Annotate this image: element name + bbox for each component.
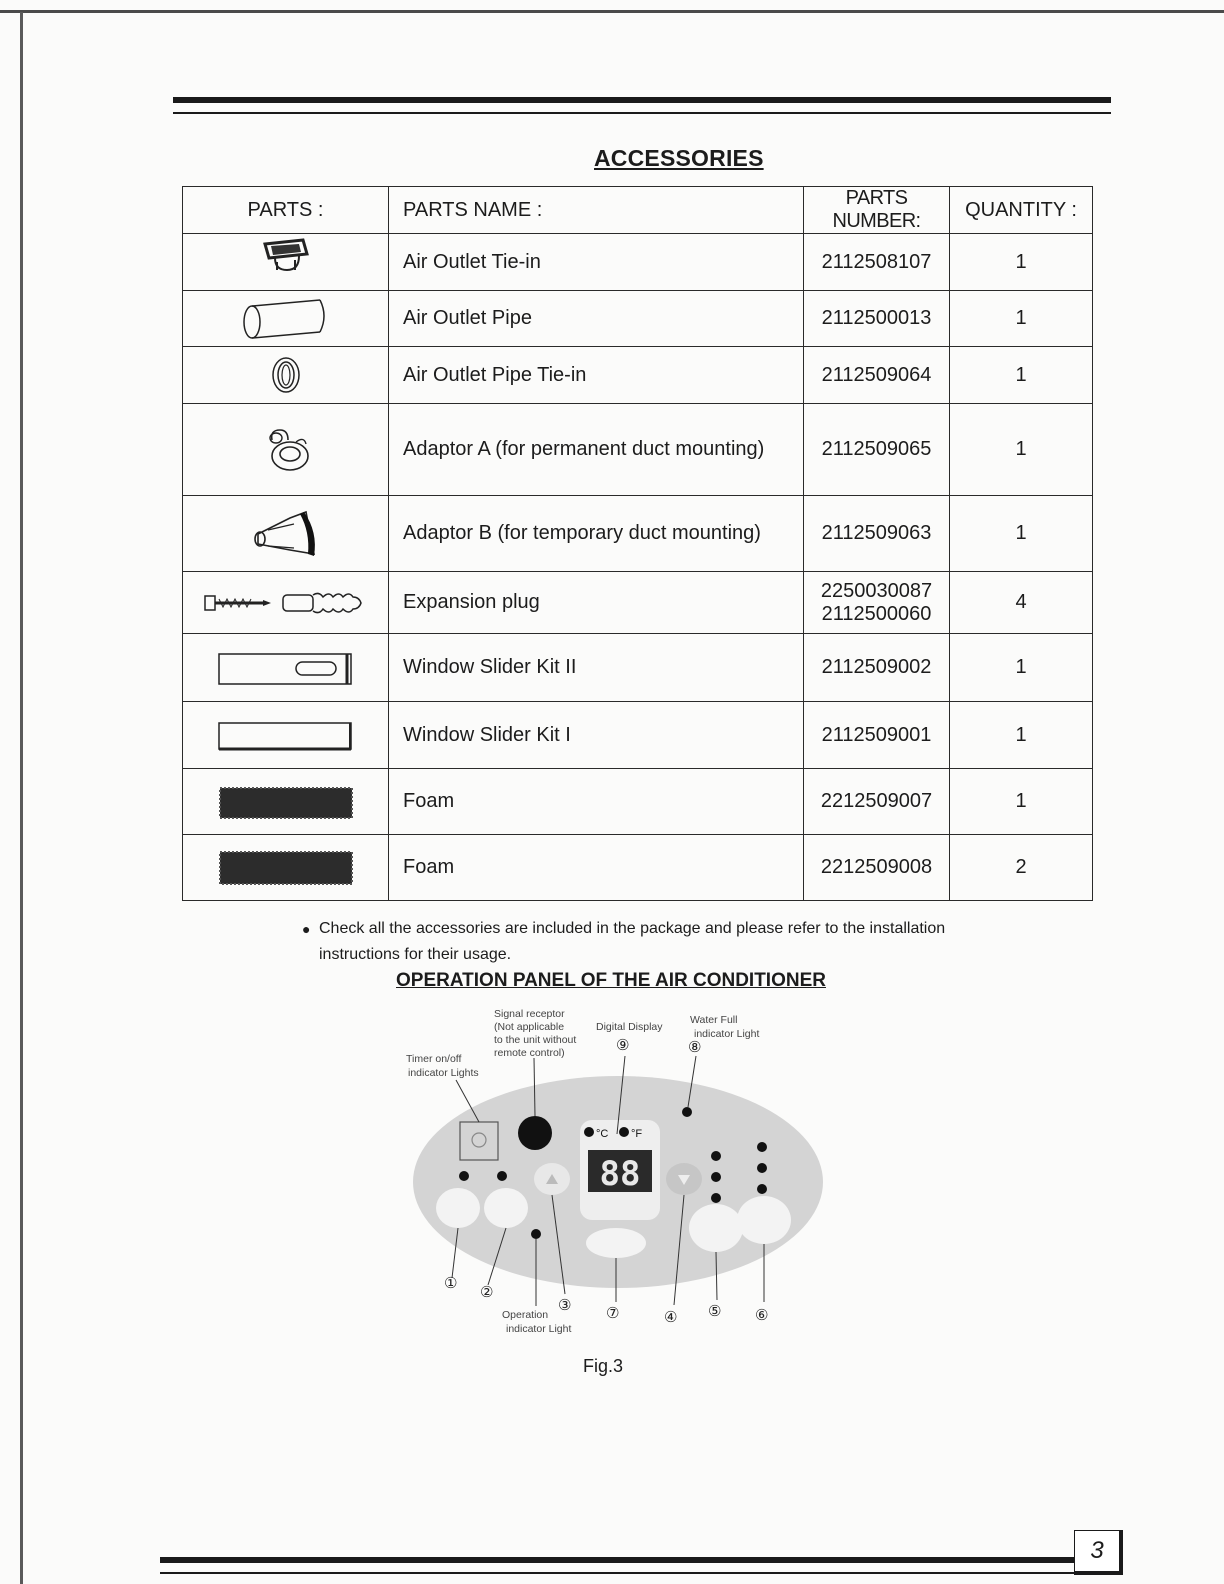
part-quantity: 1 — [950, 769, 1093, 835]
foam-icon — [216, 782, 356, 822]
part-number: 2112509064 — [804, 347, 950, 404]
part-number: 2112509001 — [804, 702, 950, 769]
part-image-cell — [183, 572, 389, 634]
part-quantity: 1 — [950, 291, 1093, 347]
air-outlet-pipe-icon — [236, 294, 336, 344]
operation-panel-title: OPERATION PANEL OF THE AIR CONDITIONER — [396, 970, 826, 991]
part-name: Air Outlet Pipe Tie-in — [389, 347, 804, 404]
part-image-cell — [183, 769, 389, 835]
part-name: Window Slider Kit I — [389, 702, 804, 769]
celsius-light — [584, 1127, 594, 1137]
part-image-cell — [183, 404, 389, 496]
part-name: Expansion plug — [389, 572, 804, 634]
page-title: ACCESSORIES — [594, 145, 764, 171]
part-image-cell — [183, 702, 389, 769]
scan-edge-top — [0, 10, 1224, 13]
air-outlet-tie-in-icon — [251, 236, 321, 288]
callout-9: ⑨ — [616, 1036, 630, 1054]
part-name: Window Slider Kit II — [389, 634, 804, 702]
part-number: 2112500013 — [804, 291, 950, 347]
pipe-tie-in-ring-icon — [266, 353, 306, 397]
table-row — [183, 347, 1093, 404]
timer-lights-label-1: Timer on/off — [406, 1053, 462, 1065]
footer-rule — [160, 1557, 1075, 1574]
part-number-secondary: 2112500060 — [821, 602, 932, 625]
signal-receptor-label-4: remote control) — [494, 1047, 565, 1059]
header-quantity: QUANTITY : — [950, 187, 1093, 234]
signal-receptor-label-1: Signal receptor — [494, 1008, 565, 1020]
signal-receptor-label-2: (Not applicable — [494, 1021, 565, 1033]
adaptor-a-icon — [256, 420, 316, 480]
accessories-note — [302, 916, 1002, 968]
signal-receptor — [518, 1116, 552, 1150]
part-number: 2112509002 — [804, 634, 950, 702]
screw-and-plug-icon — [201, 588, 371, 618]
header-parts: PARTS : — [183, 187, 389, 234]
note-text: Check all the accessories are included in the package and please refer to the installation instructions for their usage. — [319, 920, 946, 963]
fan-light-med — [757, 1163, 767, 1173]
water-full-light — [682, 1107, 692, 1117]
part-quantity: 1 — [950, 404, 1093, 496]
part-quantity: 2 — [950, 835, 1093, 901]
bullet-icon: ● — [302, 921, 311, 937]
water-full-label-1: Water Full — [690, 1014, 738, 1026]
part-number: 2212509008 — [804, 835, 950, 901]
header-parts-name: PARTS NAME : — [389, 187, 804, 234]
part-name: Adaptor B (for temporary duct mounting) — [389, 496, 804, 572]
scan-edge-left — [20, 12, 23, 1584]
part-name: Foam — [389, 769, 804, 835]
part-number: 2112509063 — [804, 496, 950, 572]
timer-on-button[interactable] — [436, 1188, 480, 1228]
water-full-label-2: indicator Light — [694, 1028, 760, 1040]
part-image-cell — [183, 835, 389, 901]
part-quantity: 1 — [950, 634, 1093, 702]
page-number: 3 — [1074, 1530, 1123, 1575]
table-header-row — [183, 187, 1093, 234]
table-row — [183, 702, 1093, 769]
callout-6: ⑥ — [755, 1306, 769, 1324]
timer-off-light — [497, 1171, 507, 1181]
callout-3: ③ — [558, 1296, 572, 1314]
part-number-cell — [804, 572, 950, 634]
part-name: Foam — [389, 835, 804, 901]
display-digits: 88 — [599, 1154, 641, 1194]
mode-light-fan — [711, 1193, 721, 1203]
table-row — [183, 634, 1093, 702]
table-row — [183, 496, 1093, 572]
mode-light-dry — [711, 1172, 721, 1182]
callout-2: ② — [480, 1283, 494, 1301]
celsius-label: °C — [596, 1128, 609, 1140]
window-slider-kit-2-icon — [216, 648, 356, 688]
part-number: 2212509007 — [804, 769, 950, 835]
mode-light-cool — [711, 1151, 721, 1161]
adaptor-b-icon — [248, 504, 324, 564]
part-number: 2112508107 — [804, 234, 950, 291]
timer-off-button[interactable] — [484, 1188, 528, 1228]
operation-indicator-light — [531, 1229, 541, 1239]
part-image-cell — [183, 496, 389, 572]
part-image-cell — [183, 634, 389, 702]
part-image-cell — [183, 347, 389, 404]
table-row — [183, 835, 1093, 901]
part-quantity: 1 — [950, 702, 1093, 769]
foam-icon — [216, 846, 356, 890]
part-name: Air Outlet Pipe — [389, 291, 804, 347]
part-image-cell — [183, 291, 389, 347]
part-name: Air Outlet Tie-in — [389, 234, 804, 291]
timer-lights-label-2: indicator Lights — [408, 1067, 479, 1079]
table-row — [183, 572, 1093, 634]
part-number: 2250030087 — [820, 579, 933, 602]
part-quantity: 1 — [950, 234, 1093, 291]
callout-7: ⑦ — [606, 1304, 620, 1322]
table-row — [183, 234, 1093, 291]
part-quantity: 1 — [950, 496, 1093, 572]
part-quantity: 4 — [950, 572, 1093, 634]
part-image-cell — [183, 234, 389, 291]
fan-light-high — [757, 1142, 767, 1152]
power-button[interactable] — [586, 1228, 646, 1258]
fan-light-low — [757, 1184, 767, 1194]
fahrenheit-label: °F — [631, 1128, 643, 1140]
part-name: Adaptor A (for permanent duct mounting) — [389, 404, 804, 496]
operation-light-label-1: Operation — [502, 1309, 549, 1321]
table-row — [183, 404, 1093, 496]
table-row — [183, 769, 1093, 835]
header-rule — [173, 97, 1111, 114]
fahrenheit-light — [619, 1127, 629, 1137]
operation-panel-diagram — [380, 1000, 840, 1350]
table-row — [183, 291, 1093, 347]
callout-5: ⑤ — [708, 1302, 722, 1320]
callout-4: ④ — [664, 1308, 678, 1326]
timer-on-light — [459, 1171, 469, 1181]
mode-button[interactable] — [689, 1204, 743, 1252]
operation-light-label-2: indicator Light — [506, 1323, 572, 1335]
accessories-table — [182, 186, 1093, 901]
callout-8: ⑧ — [688, 1038, 702, 1056]
window-slider-kit-1-icon — [216, 715, 356, 755]
part-number: 2112509065 — [804, 404, 950, 496]
part-quantity: 1 — [950, 347, 1093, 404]
header-parts-number: PARTS NUMBER: — [804, 187, 950, 234]
signal-receptor-label-3: to the unit without — [494, 1034, 577, 1046]
figure-caption: Fig.3 — [583, 1356, 624, 1376]
fan-speed-button[interactable] — [737, 1196, 791, 1244]
callout-1: ① — [444, 1274, 458, 1292]
digital-display-label: Digital Display — [596, 1021, 663, 1033]
